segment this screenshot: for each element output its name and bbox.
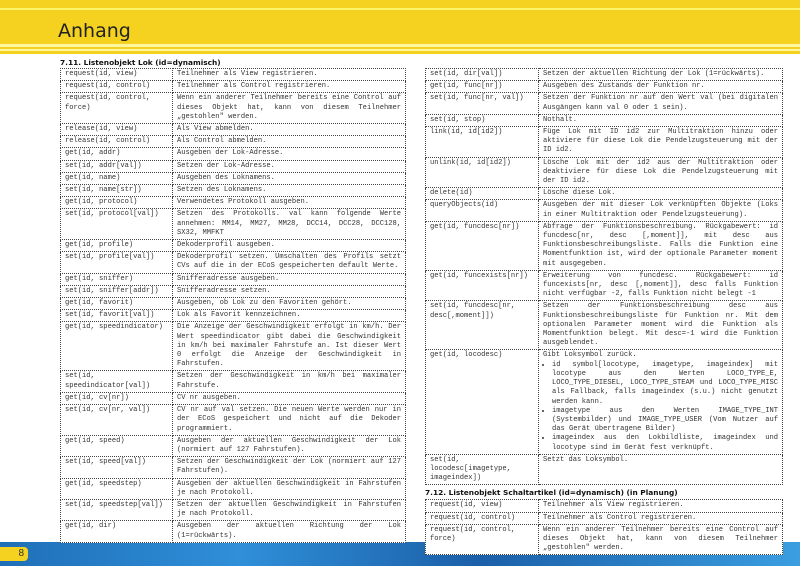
table-row	[426, 114, 783, 126]
description-text: Setzen des Loknamens.	[177, 186, 267, 195]
description-cell	[173, 478, 406, 499]
description-text: Ausgeben der aktuellen Geschwindigkeit der Lok (normiert auf 127 Fahrstufen).	[177, 436, 401, 454]
table-row	[61, 124, 406, 136]
command-cell: set(id, locodesc[imagetype, imageindex])	[426, 454, 539, 485]
schaltartikel-commands-table	[425, 499, 783, 555]
lok-commands-table-right	[425, 68, 783, 485]
table-row	[426, 350, 783, 454]
table-row	[426, 157, 783, 188]
command-cell: get(id, addr)	[61, 148, 173, 160]
table-row	[426, 500, 783, 512]
table-row	[61, 160, 406, 172]
description-text: Ausgeben des Zustands der Funktion nr.	[543, 82, 705, 91]
description-cell	[173, 273, 406, 285]
description-text: Lok als Favorit kennzeichnen.	[177, 311, 301, 320]
description-cell	[539, 500, 783, 512]
command-cell: unlink(id, id[id2])	[426, 157, 539, 188]
left-column	[60, 58, 406, 543]
command-cell: get(id, speedindicator)	[61, 322, 173, 371]
table-row	[61, 240, 406, 252]
command-cell: get(id, dir)	[61, 521, 173, 542]
table-row	[61, 298, 406, 310]
command-cell: set(id, profile[val])	[61, 252, 173, 273]
description-text: Als View abmelden.	[177, 125, 254, 134]
table-row	[61, 172, 406, 184]
description-cell	[173, 521, 406, 542]
description-cell	[173, 185, 406, 197]
description-text: Snifferadresse setzen.	[177, 286, 271, 295]
description-text: Lösche diese Lok.	[543, 189, 616, 198]
description-text: Ausgeben der Lok-Adresse.	[177, 149, 284, 158]
table-row	[61, 405, 406, 436]
table-row	[61, 136, 406, 148]
command-cell: queryObjects(id)	[426, 200, 539, 221]
description-text: Setzen der Funktion nr auf den Wert val (bei digitalen Ausgängen kann val 0 oder 1 sein).	[543, 94, 778, 112]
description-cell	[173, 136, 406, 148]
table-row	[426, 221, 783, 270]
command-cell: get(id, funcexists[nr])	[426, 270, 539, 301]
description-cell	[539, 350, 783, 454]
section-heading-7-11: 7.11. Listenobjekt Lok (id=dynamisch)	[60, 58, 221, 67]
description-text: Gibt Loksymbol zurück.	[543, 351, 637, 360]
table-row	[61, 322, 406, 371]
command-cell: get(id, func[nr])	[426, 81, 539, 93]
command-cell: request(id, view)	[61, 69, 173, 81]
description-text: Lösche Lok mit der id2 aus der Multitraktion oder deaktiviere für diese Lok die Pendelzugsteuerung mit der ID id2.	[543, 158, 778, 186]
description-text: Die Anzeige der Geschwindigkeit erfolgt in km/h. Der Wert speedindicator gibt dabei die Geschwindigkeit in km/h bei maximaler Fahrstufe an. Ist dieser Wert 0 erfolgt die Anzeige der Geschwindigkeit in Fahrstufen.	[177, 323, 401, 369]
description-text: Ausgeben, ob Lok zu den Favoriten gehört.	[177, 299, 352, 308]
description-cell	[173, 93, 406, 124]
command-cell: set(id, func[nr, val])	[426, 93, 539, 114]
description-bullets	[543, 361, 778, 453]
header-stripe	[0, 8, 800, 10]
page-number: 8	[0, 547, 28, 561]
command-cell: set(id, protocol[val])	[61, 209, 173, 240]
description-cell	[539, 270, 783, 301]
description-text: Teilnehmer als View registrieren.	[177, 70, 318, 78]
description-cell	[173, 392, 406, 404]
section-heading-7-12: 7.12. Listenobjekt Schaltartikel (id=dynamisch) (in Planung)	[425, 488, 678, 498]
description-text: Setzen der Funktionsbeschreibung desc aus Funktionsbeschreibungsliste für Funktion nr. Mit dem optionalen Parameter moment wird die Funktion als Momentfunktion belegt. Mit desc=-1 wird die Funktion ausgeblendet.	[543, 302, 778, 348]
description-cell	[173, 209, 406, 240]
description-text: Ausgeben der aktuellen Geschwindigkeit in Fahrstufen je nach Protokoll.	[177, 479, 401, 497]
table-row	[61, 435, 406, 456]
description-text: Setzen der aktuellen Richtung der Lok (1=rückwärts).	[543, 70, 765, 78]
description-cell	[539, 301, 783, 350]
description-cell	[173, 172, 406, 184]
description-cell	[173, 435, 406, 456]
description-cell	[173, 457, 406, 478]
command-cell: get(id, speedstep)	[61, 478, 173, 499]
description-cell	[539, 93, 783, 114]
command-cell: get(id, cv[nr])	[61, 392, 173, 404]
table-row	[426, 512, 783, 524]
description-text: Setzt das Loksymbol.	[543, 455, 629, 464]
description-text: Wenn ein anderer Teilnehmer bereits eine Control auf dieses Objekt hat, kann von diesem Teilnehmer „gestohlen" werden.	[177, 94, 401, 121]
command-cell: get(id, funcdesc[nr])	[426, 221, 539, 270]
description-cell	[173, 322, 406, 371]
description-cell	[173, 405, 406, 436]
description-text: Wenn ein anderer Teilnehmer bereits eine Control auf dieses Objekt hat, kann von diesem Teilnehmer „gestohlen" werden.	[543, 525, 778, 553]
header-stripe	[0, 49, 800, 51]
command-cell: set(id, favorit[val])	[61, 310, 173, 322]
table-row	[61, 371, 406, 392]
table-row	[61, 310, 406, 322]
bullet-item: • imagetype aus den Werten IMAGE_TYPE_INT (Systembilder) und IMAGE_TYPE_USER (Vom Nutzer auf das Gerät übertragene Bilder)	[552, 407, 778, 435]
description-cell	[173, 160, 406, 172]
command-cell: get(id, speed)	[61, 435, 173, 456]
description-text: Setzen der aktuellen Geschwindigkeit in Fahrstufen je nach Protokoll.	[177, 500, 401, 519]
description-cell	[173, 197, 406, 209]
command-cell: set(id, funcdesc[nr, desc[,moment]])	[426, 301, 539, 350]
command-cell: set(id, dir[val])	[426, 69, 539, 81]
table-row	[426, 188, 783, 200]
bullet-item: • id symbol[locotype, imagetype, imageindex] mit locotype aus den Werten LOCO_TYPE_E, LOCO_TYPE_DIESEL, LOCO_TYPE_STEAM und LOCO_TYPE_MISC als Fallback, falls imageindex (s.u.) nicht genutzt werden kann.	[552, 361, 778, 407]
description-text: Dekoderprofil ausgeben.	[177, 241, 275, 250]
command-cell: request(id, control, force)	[61, 93, 173, 124]
table-row	[61, 457, 406, 478]
command-cell: get(id, profile)	[61, 240, 173, 252]
description-cell	[173, 371, 406, 392]
table-row	[61, 209, 406, 240]
table-row	[61, 148, 406, 160]
table-row	[426, 69, 783, 81]
description-text: Ausgeben der mit dieser Lok verknüpften Objekte (Loks in einer Multitraktion oder Pendelzugsteuerung).	[543, 201, 778, 219]
command-cell: release(id, view)	[61, 124, 173, 136]
command-cell: set(id, speedstep[val])	[61, 499, 173, 520]
description-text: Ausgeben der aktuellen Richtung der Lok (1=rückwärts).	[177, 522, 401, 540]
right-column	[425, 68, 783, 555]
command-cell: set(id, cv[nr, val])	[61, 405, 173, 436]
table-row	[61, 521, 406, 542]
header-stripe	[0, 44, 800, 47]
table-row	[426, 93, 783, 114]
description-cell	[539, 127, 783, 158]
table-row	[426, 524, 783, 555]
page-title: Anhang	[58, 20, 131, 42]
table-row	[426, 301, 783, 350]
description-text: Verwendetes Protokoll ausgeben.	[177, 198, 309, 207]
description-cell	[173, 124, 406, 136]
table-row	[426, 270, 783, 301]
description-cell	[539, 188, 783, 200]
description-text: Setzen der Geschwindigkeit der Lok (normiert auf 127 Fahrstufen).	[177, 458, 401, 476]
command-cell: get(id, sniffer)	[61, 273, 173, 285]
header-band	[0, 0, 800, 54]
description-text: Teilnehmer als Control registrieren.	[543, 513, 697, 522]
description-cell	[539, 69, 783, 81]
command-cell: get(id, protocol)	[61, 197, 173, 209]
description-text: Setzen der Geschwindigkeit in km/h bei maximaler Fahrstufe.	[177, 372, 401, 390]
description-text: Setzen des Protokolls. val kann folgende Werte annehmen: MM14, MM27, MM28, DCC14, DCC28, DCC128, SX32, MMFKT	[177, 210, 401, 237]
table-row	[61, 285, 406, 297]
description-text: CV nr ausgeben.	[177, 393, 241, 402]
description-text: Dekoderprofil setzen. Umschalten des Profils setzt CVs auf die in der ECoS gespeicherten default Werte.	[177, 253, 401, 271]
command-cell: release(id, control)	[61, 136, 173, 148]
command-cell: request(id, control, force)	[426, 524, 539, 555]
table-row	[61, 499, 406, 520]
description-cell	[539, 114, 783, 126]
table-row	[426, 81, 783, 93]
table-row	[426, 454, 783, 485]
command-cell: set(id, stop)	[426, 114, 539, 126]
description-cell	[173, 298, 406, 310]
command-cell: request(id, view)	[426, 500, 539, 512]
description-cell	[539, 200, 783, 221]
command-cell: delete(id)	[426, 188, 539, 200]
command-cell: get(id, name)	[61, 172, 173, 184]
description-cell	[173, 310, 406, 322]
description-text: Snifferadresse ausgeben.	[177, 274, 280, 283]
description-text: Füge Lok mit ID id2 zur Multitraktion hinzu oder aktiviere für diese Lok die Pendelzugsteuerung mit der ID id2.	[543, 128, 778, 155]
command-cell: request(id, control)	[61, 81, 173, 93]
command-cell: link(id, id[id2])	[426, 127, 539, 158]
command-cell: get(id, locodesc)	[426, 350, 539, 454]
table-row	[61, 252, 406, 273]
description-cell	[539, 157, 783, 188]
description-cell	[173, 81, 406, 93]
description-text: Teilnehmer als View registrieren.	[543, 501, 684, 510]
description-text: Teilnehmer als Control registrieren.	[177, 82, 331, 91]
description-cell	[173, 148, 406, 160]
command-cell: request(id, control)	[426, 512, 539, 524]
command-cell: set(id, speed[val])	[61, 457, 173, 478]
bullet-item: • imageindex aus den Lokbildliste, imageindex und locotype sind im Gerät fest verknüpft.	[552, 434, 778, 452]
description-cell	[539, 524, 783, 555]
description-text: Als Control abmelden.	[177, 137, 267, 146]
description-cell	[539, 221, 783, 270]
table-row	[61, 81, 406, 93]
command-cell: set(id, speedindicator[val])	[61, 371, 173, 392]
description-cell	[539, 81, 783, 93]
description-text: CV nr auf val setzen. Die neuen Werte werden nur in der ECoS gespeichert und nicht auf die Dekoder programmiert.	[177, 406, 401, 433]
command-cell: set(id, sniffer[addr])	[61, 285, 173, 297]
command-cell: set(id, name[str])	[61, 185, 173, 197]
table-row	[61, 185, 406, 197]
description-text: Nothalt.	[543, 115, 578, 124]
description-text: Erweiterung von funcdesc. Rückgabewert: id funcexists[nr, desc [,moment]], desc falls Funktion nicht verfügbar -2, falls Funktion nicht belegt -1	[543, 271, 778, 299]
table-row	[61, 478, 406, 499]
table-row	[61, 69, 406, 81]
table-row	[426, 127, 783, 158]
description-cell	[539, 454, 783, 485]
description-cell	[173, 285, 406, 297]
description-cell	[539, 512, 783, 524]
description-cell	[173, 499, 406, 520]
command-cell: set(id, addr[val])	[61, 160, 173, 172]
table-row	[61, 392, 406, 404]
description-text: Ausgeben des Loknamens.	[177, 173, 275, 182]
description-cell	[173, 69, 406, 81]
command-cell: get(id, favorit)	[61, 298, 173, 310]
description-text: Setzen der Lok-Adresse.	[177, 161, 275, 170]
table-row	[426, 200, 783, 221]
description-cell	[173, 252, 406, 273]
description-cell	[173, 240, 406, 252]
table-row	[61, 93, 406, 124]
table-row	[61, 197, 406, 209]
table-row	[61, 273, 406, 285]
lok-commands-table-left	[60, 68, 406, 543]
description-text: Abfrage der Funktionsbeschreibung. Rückgabewert: id funcdesc[nr, desc [,moment]], mit desc aus Funktionsbeschreibungsliste. Falls die Funktion eine Momentfunktion ist, wird der optionale Parameter moment mit ausgegeben.	[543, 222, 778, 268]
